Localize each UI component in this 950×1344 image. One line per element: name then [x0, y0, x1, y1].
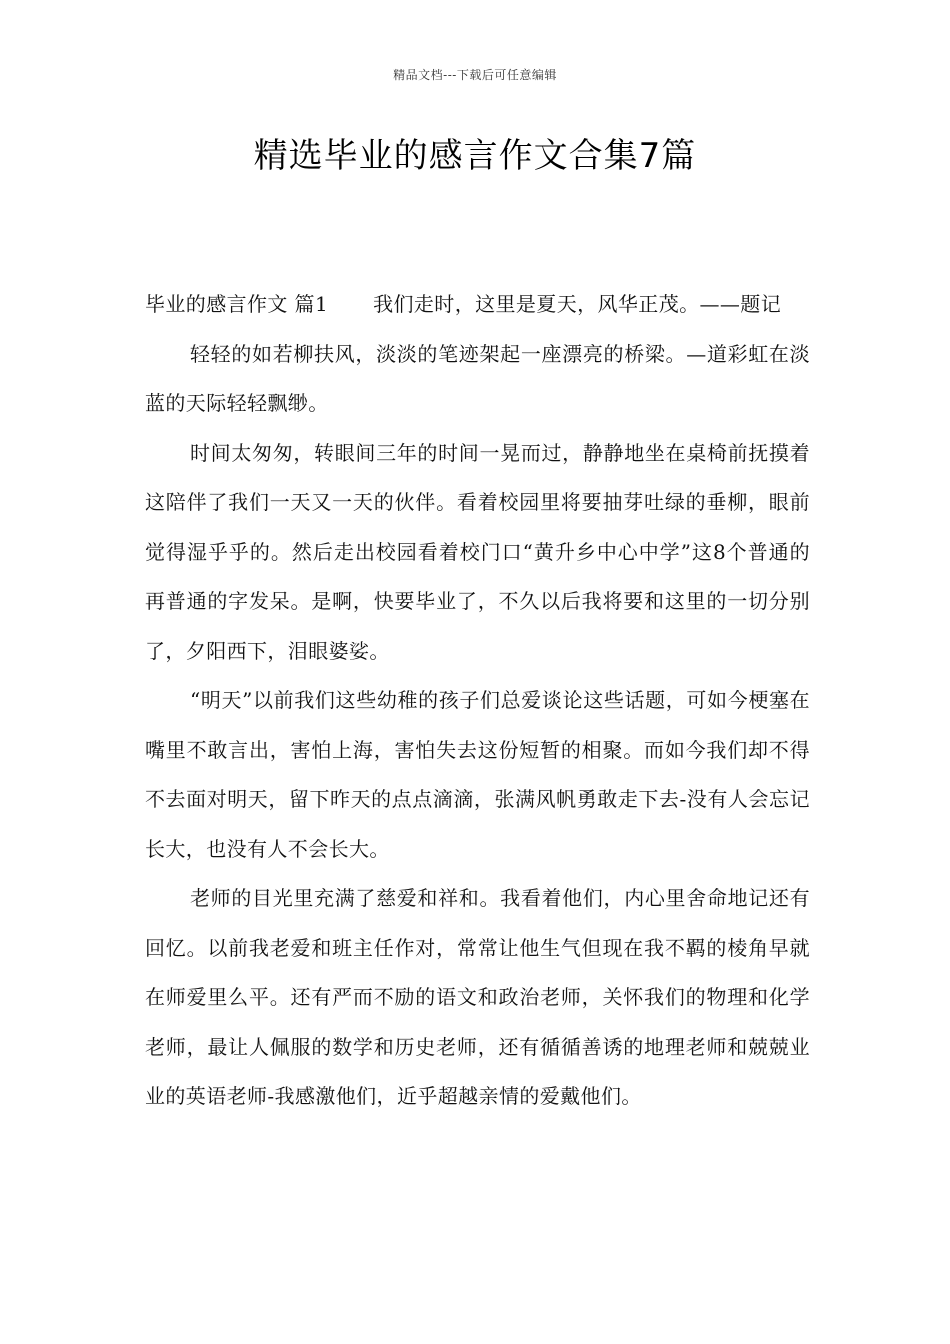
paragraph-1 [145, 280, 810, 330]
section-heading: 毕业的感言作文 篇1 [145, 292, 329, 316]
header-note: 精品文档---下载后可任意编辑 [393, 68, 557, 82]
paragraph-5: 老师的目光里充满了慈爱和祥和。我看着他们，内心里舍命地记还有回忆。以前我老爱和班主任作对，常常让他生气但现在我不羁的棱角早就在师爱里么平。还有严而不励的语文和政治老师，关怀我们的物理和化学老师，最让人佩服的数学和历史老师，还有循循善诱的地理老师和兢兢业业的英语老师-我感激他们，近乎超越亲情的爱戴他们。 [145, 886, 810, 1108]
paragraph-2: 轻轻的如若柳扶风，淡淡的笔迹架起一座漂亮的桥梁。—道彩虹在淡蓝的天际轻轻飘缈。 [145, 341, 810, 415]
paragraph-3: 时间太匆匆，转眼间三年的时间一晃而过，静静地坐在桌椅前抚摸着这陪伴了我们一天又一天的伙伴。看着校园里将要抽芽吐绿的垂柳，眼前觉得湿乎乎的。然后走出校园看着校门口“黄升乡中心中学”这8个普通的再普通的字发呆。是啊，快要毕业了，不久以后我将要和这里的一切分别了，夕阳西下，泪眼婆娑。 [145, 440, 810, 663]
paragraph-4: “明天”以前我们这些幼稚的孩子们总爱谈论这些话题，可如今梗塞在嘴里不敢言出，害怕上海，害怕失去这份短暂的相聚。而如今我们却不得不去面对明天，留下昨天的点点滴滴，张满风帆勇敢走下去-没有人会忘记长大，也没有人不会长大。 [145, 688, 810, 861]
page-title: 精选毕业的感言作文合集7篇 [253, 136, 697, 176]
epigraph: 我们走时，这里是夏天，风华正茂。——题记 [373, 292, 782, 316]
document-body [145, 280, 810, 1122]
